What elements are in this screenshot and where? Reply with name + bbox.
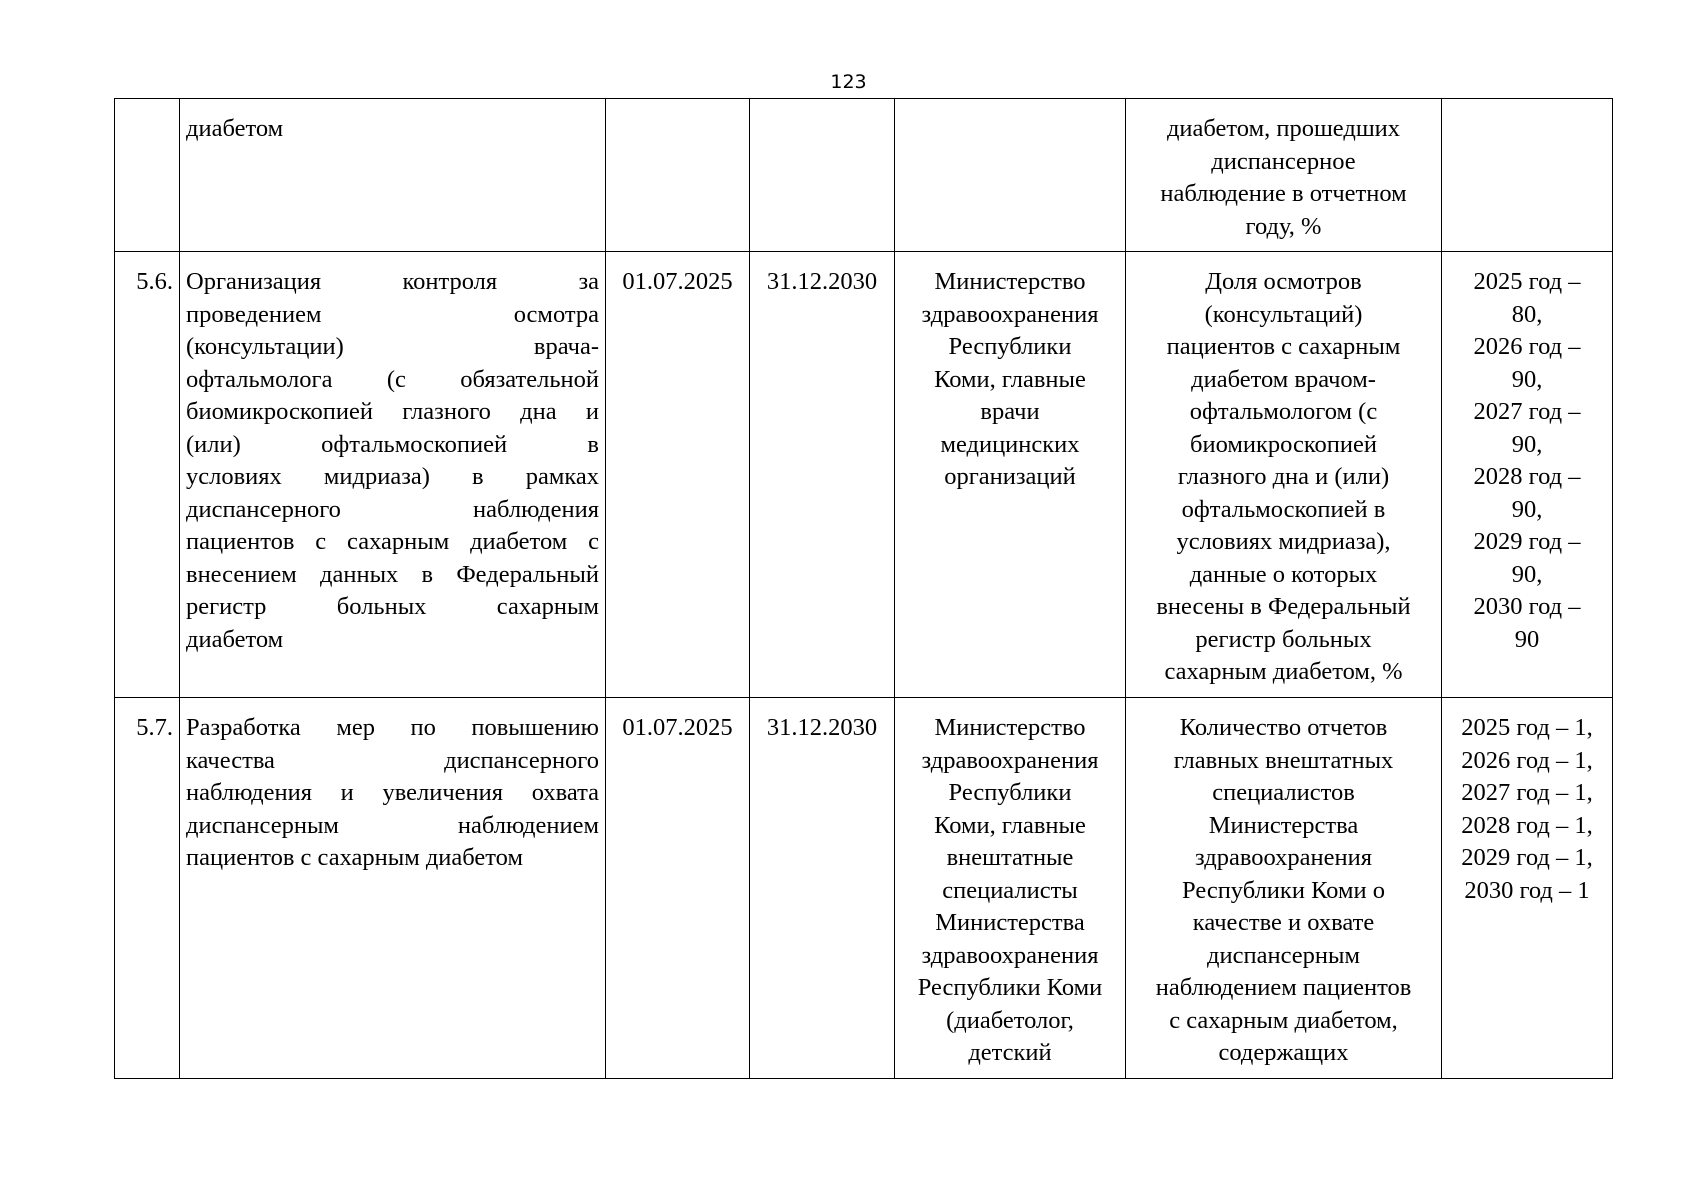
indicator-line: диспансерное <box>1211 147 1356 175</box>
responsible-line: Республики <box>948 333 1072 360</box>
value-line: 2029 год – 1, <box>1461 844 1593 871</box>
start-date <box>606 99 750 252</box>
indicator-line: условиях мидриаза), <box>1176 528 1391 555</box>
measure-line: наблюдения и увеличения охвата <box>186 779 599 806</box>
indicator-cell <box>1126 698 1442 1079</box>
value-line: 2030 год – <box>1473 593 1581 620</box>
indicator-line: Республики Коми о <box>1182 876 1385 904</box>
value-line: 2028 год – <box>1473 463 1581 490</box>
indicator-line: пациентов с сахарным <box>1166 333 1401 360</box>
measure-line: диабетом <box>186 115 284 142</box>
indicator-line: внесены в Федеральный <box>1156 593 1411 620</box>
measure-line: диспансерного наблюдения <box>186 495 599 523</box>
responsible-line: Министерства <box>935 909 1085 936</box>
values-cell <box>1442 99 1613 252</box>
value-line: 2028 год – 1, <box>1461 811 1593 839</box>
value-line: 90 <box>1514 625 1540 653</box>
indicator-line: офтальмоскопией в <box>1181 495 1386 523</box>
responsible-line: Коми, главные <box>934 365 1086 393</box>
responsible-line: специалисты <box>942 876 1078 904</box>
indicator-line: содержащих <box>1218 1039 1349 1066</box>
indicator-line: специалистов <box>1212 779 1355 806</box>
measure-cell <box>180 252 606 698</box>
table-row <box>115 99 1613 252</box>
indicator-line: году, % <box>1245 212 1322 240</box>
value-line: 2025 год – <box>1473 268 1581 295</box>
indicator-line: глазного дна и (или) <box>1177 463 1390 490</box>
indicator-line: Доля осмотров <box>1205 268 1362 295</box>
measure-line: условиях мидриаза) в рамках <box>186 463 599 490</box>
start-date: 01.07.2025 <box>606 252 750 698</box>
responsible-line: внештатные <box>946 844 1074 871</box>
start-date: 01.07.2025 <box>606 698 750 1079</box>
indicator-line: здравоохранения <box>1195 844 1372 871</box>
responsible-line: здравоохранения <box>921 941 1099 969</box>
value-line: 90, <box>1511 560 1543 588</box>
measure-line: пациентов с сахарным диабетом с <box>186 528 599 555</box>
value-line: 80, <box>1511 300 1543 328</box>
row-number <box>115 99 180 252</box>
indicator-line: офтальмологом (с <box>1189 398 1378 425</box>
indicator-line: качестве и охвате <box>1192 909 1375 936</box>
indicator-line: Количество отчетов <box>1179 714 1388 741</box>
indicator-line: биомикроскопией <box>1190 430 1377 458</box>
measure-cell <box>180 99 606 252</box>
indicator-line: диспансерным <box>1207 941 1360 969</box>
value-line: 2026 год – 1, <box>1461 746 1593 774</box>
measure-line: Разработка мер по повышению <box>186 714 599 741</box>
indicator-line: наблюдением пациентов <box>1155 974 1412 1001</box>
value-line: 2026 год – <box>1473 333 1581 360</box>
measure-line: регистр больных сахарным <box>186 593 599 620</box>
indicator-line: наблюдение в отчетном <box>1160 180 1407 207</box>
value-line: 2027 год – <box>1473 398 1581 425</box>
measure-line: внесением данных в Федеральный <box>186 560 599 588</box>
indicator-line: главных внештатных <box>1173 746 1394 774</box>
responsible-line: Республики Коми <box>917 974 1103 1001</box>
end-date <box>750 99 895 252</box>
indicator-line: Министерства <box>1208 811 1359 839</box>
end-date: 31.12.2030 <box>750 252 895 698</box>
value-line: 90, <box>1511 365 1543 393</box>
measure-line: диабетом <box>186 625 284 653</box>
indicator-line: (консультаций) <box>1204 300 1363 328</box>
value-line: 90, <box>1511 495 1543 523</box>
measures-table <box>114 98 1613 1079</box>
responsible-line: здравоохранения <box>921 746 1099 774</box>
measure-line: Организация контроля за <box>186 268 599 295</box>
value-line: 2030 год – 1 <box>1464 876 1590 904</box>
measure-cell <box>180 698 606 1079</box>
responsible-cell <box>895 252 1126 698</box>
indicator-line: с сахарным диабетом, <box>1169 1006 1398 1034</box>
value-line: 2029 год – <box>1473 528 1581 555</box>
measure-line: пациентов с сахарным диабетом <box>186 844 523 871</box>
responsible-cell <box>895 698 1126 1079</box>
indicator-line: диабетом, прошедших <box>1166 115 1401 142</box>
value-line: 2025 год – 1, <box>1461 714 1593 741</box>
row-number: 5.6. <box>115 252 180 698</box>
indicator-line: сахарным диабетом, % <box>1164 658 1403 685</box>
indicator-cell <box>1126 99 1442 252</box>
values-cell <box>1442 698 1613 1079</box>
row-number: 5.7. <box>115 698 180 1079</box>
responsible-line: Министерство <box>934 714 1086 741</box>
indicator-cell <box>1126 252 1442 698</box>
responsible-line: врачи <box>980 398 1040 425</box>
measure-line: качества диспансерного <box>186 746 599 774</box>
value-line: 2027 год – 1, <box>1461 779 1593 806</box>
measure-line: (консультации) врача- <box>186 333 599 360</box>
page-number: 123 <box>830 71 867 93</box>
table-row <box>115 698 1613 1079</box>
responsible-line: медицинских <box>940 430 1080 458</box>
responsible-line: Коми, главные <box>934 811 1086 839</box>
measure-line: (или) офтальмоскопией в <box>186 430 599 458</box>
responsible-line: организаций <box>944 463 1076 490</box>
responsible-line: детский <box>968 1039 1052 1066</box>
indicator-line: регистр больных <box>1195 625 1372 653</box>
measure-line: диспансерным наблюдением <box>186 811 599 839</box>
responsible-line: здравоохранения <box>921 300 1099 328</box>
table-row <box>115 252 1613 698</box>
responsible-line: Министерство <box>934 268 1086 295</box>
indicator-line: диабетом врачом- <box>1191 365 1376 393</box>
measure-line: биомикроскопией глазного дна и <box>186 398 599 425</box>
value-line: 90, <box>1511 430 1543 458</box>
responsible-line: Республики <box>948 779 1072 806</box>
responsible-cell <box>895 99 1126 252</box>
measure-line: проведением осмотра <box>186 300 599 328</box>
end-date: 31.12.2030 <box>750 698 895 1079</box>
values-cell <box>1442 252 1613 698</box>
responsible-line: (диабетолог, <box>946 1006 1074 1034</box>
indicator-line: данные о которых <box>1189 560 1378 588</box>
measure-line: офтальмолога (с обязательной <box>186 365 599 393</box>
